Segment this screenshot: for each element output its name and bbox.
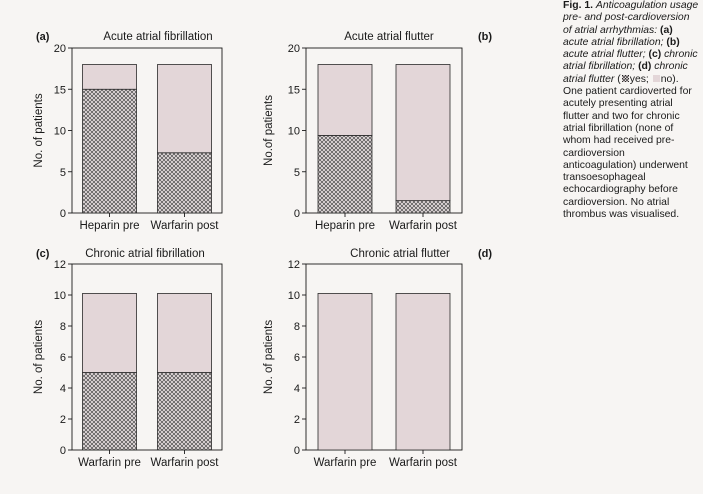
caption-d-text: chronic atrial flutter	[563, 61, 688, 85]
y-tick-label: 10	[53, 290, 66, 302]
x-tick-label: Heparin pre	[314, 220, 376, 232]
chart-title: Chronic atrial fibrillation	[85, 248, 205, 260]
y-tick-label: 20	[287, 43, 300, 55]
y-tick-label: 20	[53, 43, 66, 55]
y-tick-label: 12	[53, 259, 66, 271]
y-tick-label: 4	[59, 383, 66, 395]
legend-yes-swatch	[622, 75, 629, 82]
bar-segment-yes	[83, 373, 137, 451]
y-tick-label: 0	[293, 208, 300, 220]
legend-no-label: no).	[660, 73, 679, 85]
caption-a-label: (a)	[660, 24, 673, 36]
y-tick-label: 8	[59, 321, 66, 333]
chart-panel-d	[263, 248, 492, 469]
y-tick-label: 10	[287, 125, 300, 138]
x-tick-label: Warfarin pre	[313, 457, 377, 469]
x-tick-label: Warfarin post	[150, 457, 219, 469]
legend-no-swatch	[653, 75, 660, 82]
x-tick-label: Warfarin post	[389, 457, 457, 469]
y-tick-label: 0	[59, 208, 66, 220]
chart-title: Chronic atrial flutter	[350, 248, 450, 260]
chart-title: Acute atrial fibrillation	[103, 31, 213, 43]
y-tick-label: 4	[293, 383, 300, 395]
chart-panel-a	[33, 31, 222, 232]
y-tick-label: 6	[59, 352, 66, 364]
caption-c-label: (c)	[648, 49, 662, 61]
bar-segment-yes	[158, 153, 212, 213]
bar-segment-no	[318, 293, 372, 450]
bar-segment-yes	[318, 135, 372, 213]
y-tick-label: 2	[293, 414, 300, 426]
bar-segment-no	[158, 65, 212, 153]
bar-segment-no	[318, 65, 372, 136]
bar-segment-no	[83, 293, 137, 372]
y-tick-label: 6	[293, 352, 300, 364]
y-axis-label: No. of patients	[33, 93, 45, 168]
y-tick-label: 5	[59, 166, 66, 179]
y-tick-label: 0	[293, 445, 300, 457]
y-axis-label: No. of patients	[263, 319, 275, 395]
panel-label: (d)	[478, 248, 493, 260]
panel-label: (c)	[36, 248, 50, 260]
y-tick-label: 15	[287, 84, 300, 97]
chart-title: Acute atrial flutter	[344, 31, 434, 43]
caption-body: One patient cardioverted for acutely presenting atrial flutter and two for chronic atrial fibrillation (none of whom had received pre-cardioversion anticoagulation) underwent transoesophageal echocardiography before cardioversion. No atrial thrombus was visualised.	[563, 86, 692, 221]
chart-panel-b	[263, 31, 492, 232]
x-tick-label: Warfarin post	[389, 220, 457, 232]
caption-c-text: chronic atrial fibrillation;	[563, 49, 698, 73]
bar-segment-no	[158, 293, 212, 372]
y-tick-label: 10	[53, 125, 66, 138]
caption-intro: Anticoagulation usage pre- and post-cardioversion of atrial arrhythmias:	[563, 0, 699, 36]
x-tick-label: Warfarin pre	[78, 457, 141, 469]
y-tick-label: 15	[53, 84, 66, 97]
y-tick-label: 0	[59, 445, 66, 457]
bar-segment-no	[396, 65, 450, 201]
bar-segment-yes	[83, 89, 137, 213]
caption-fig-label: Fig. 1.	[563, 0, 594, 11]
bar-segment-yes	[396, 201, 450, 213]
bar-segment-no	[396, 293, 450, 450]
bar-segment-yes	[158, 373, 212, 451]
caption-a-text: acute atrial fibrillation;	[563, 36, 664, 48]
caption-b-label: (b)	[666, 36, 680, 48]
x-tick-label: Heparin pre	[79, 220, 140, 232]
bar-segment-no	[83, 65, 137, 90]
caption-b-text: acute atrial flutter;	[563, 49, 646, 61]
y-axis-label: No.of patients	[263, 95, 275, 166]
y-axis-label: No. of patients	[33, 319, 45, 395]
figure-caption: Fig. 1. Anticoagulation usage pre- and post-cardioversion of atrial arrhythmias: (a) acute atrial fibrillation; (b) acute atrial flutter; (c) chronic atrial fibrillation; (d) chronic atrial flutter ( yes; no). One patient cardioverted for acutely presenting atrial flutter and two for chronic atrial fibrillation (none of whom had received pre-cardioversion anticoagulation) underwent transoesophageal echocardiography before cardioversion. No atrial thrombus was visualised.	[563, 0, 699, 221]
y-tick-label: 10	[287, 290, 300, 302]
y-tick-label: 2	[59, 414, 66, 426]
caption-d-label: (d)	[638, 61, 652, 73]
chart-panel-c	[33, 248, 222, 469]
legend-yes-label: yes;	[629, 73, 649, 85]
panel-label: (b)	[478, 31, 493, 43]
y-tick-label: 8	[293, 321, 300, 333]
x-tick-label: Warfarin post	[150, 220, 219, 232]
panel-label: (a)	[36, 31, 50, 43]
y-tick-label: 5	[293, 166, 300, 179]
y-tick-label: 12	[287, 259, 300, 271]
